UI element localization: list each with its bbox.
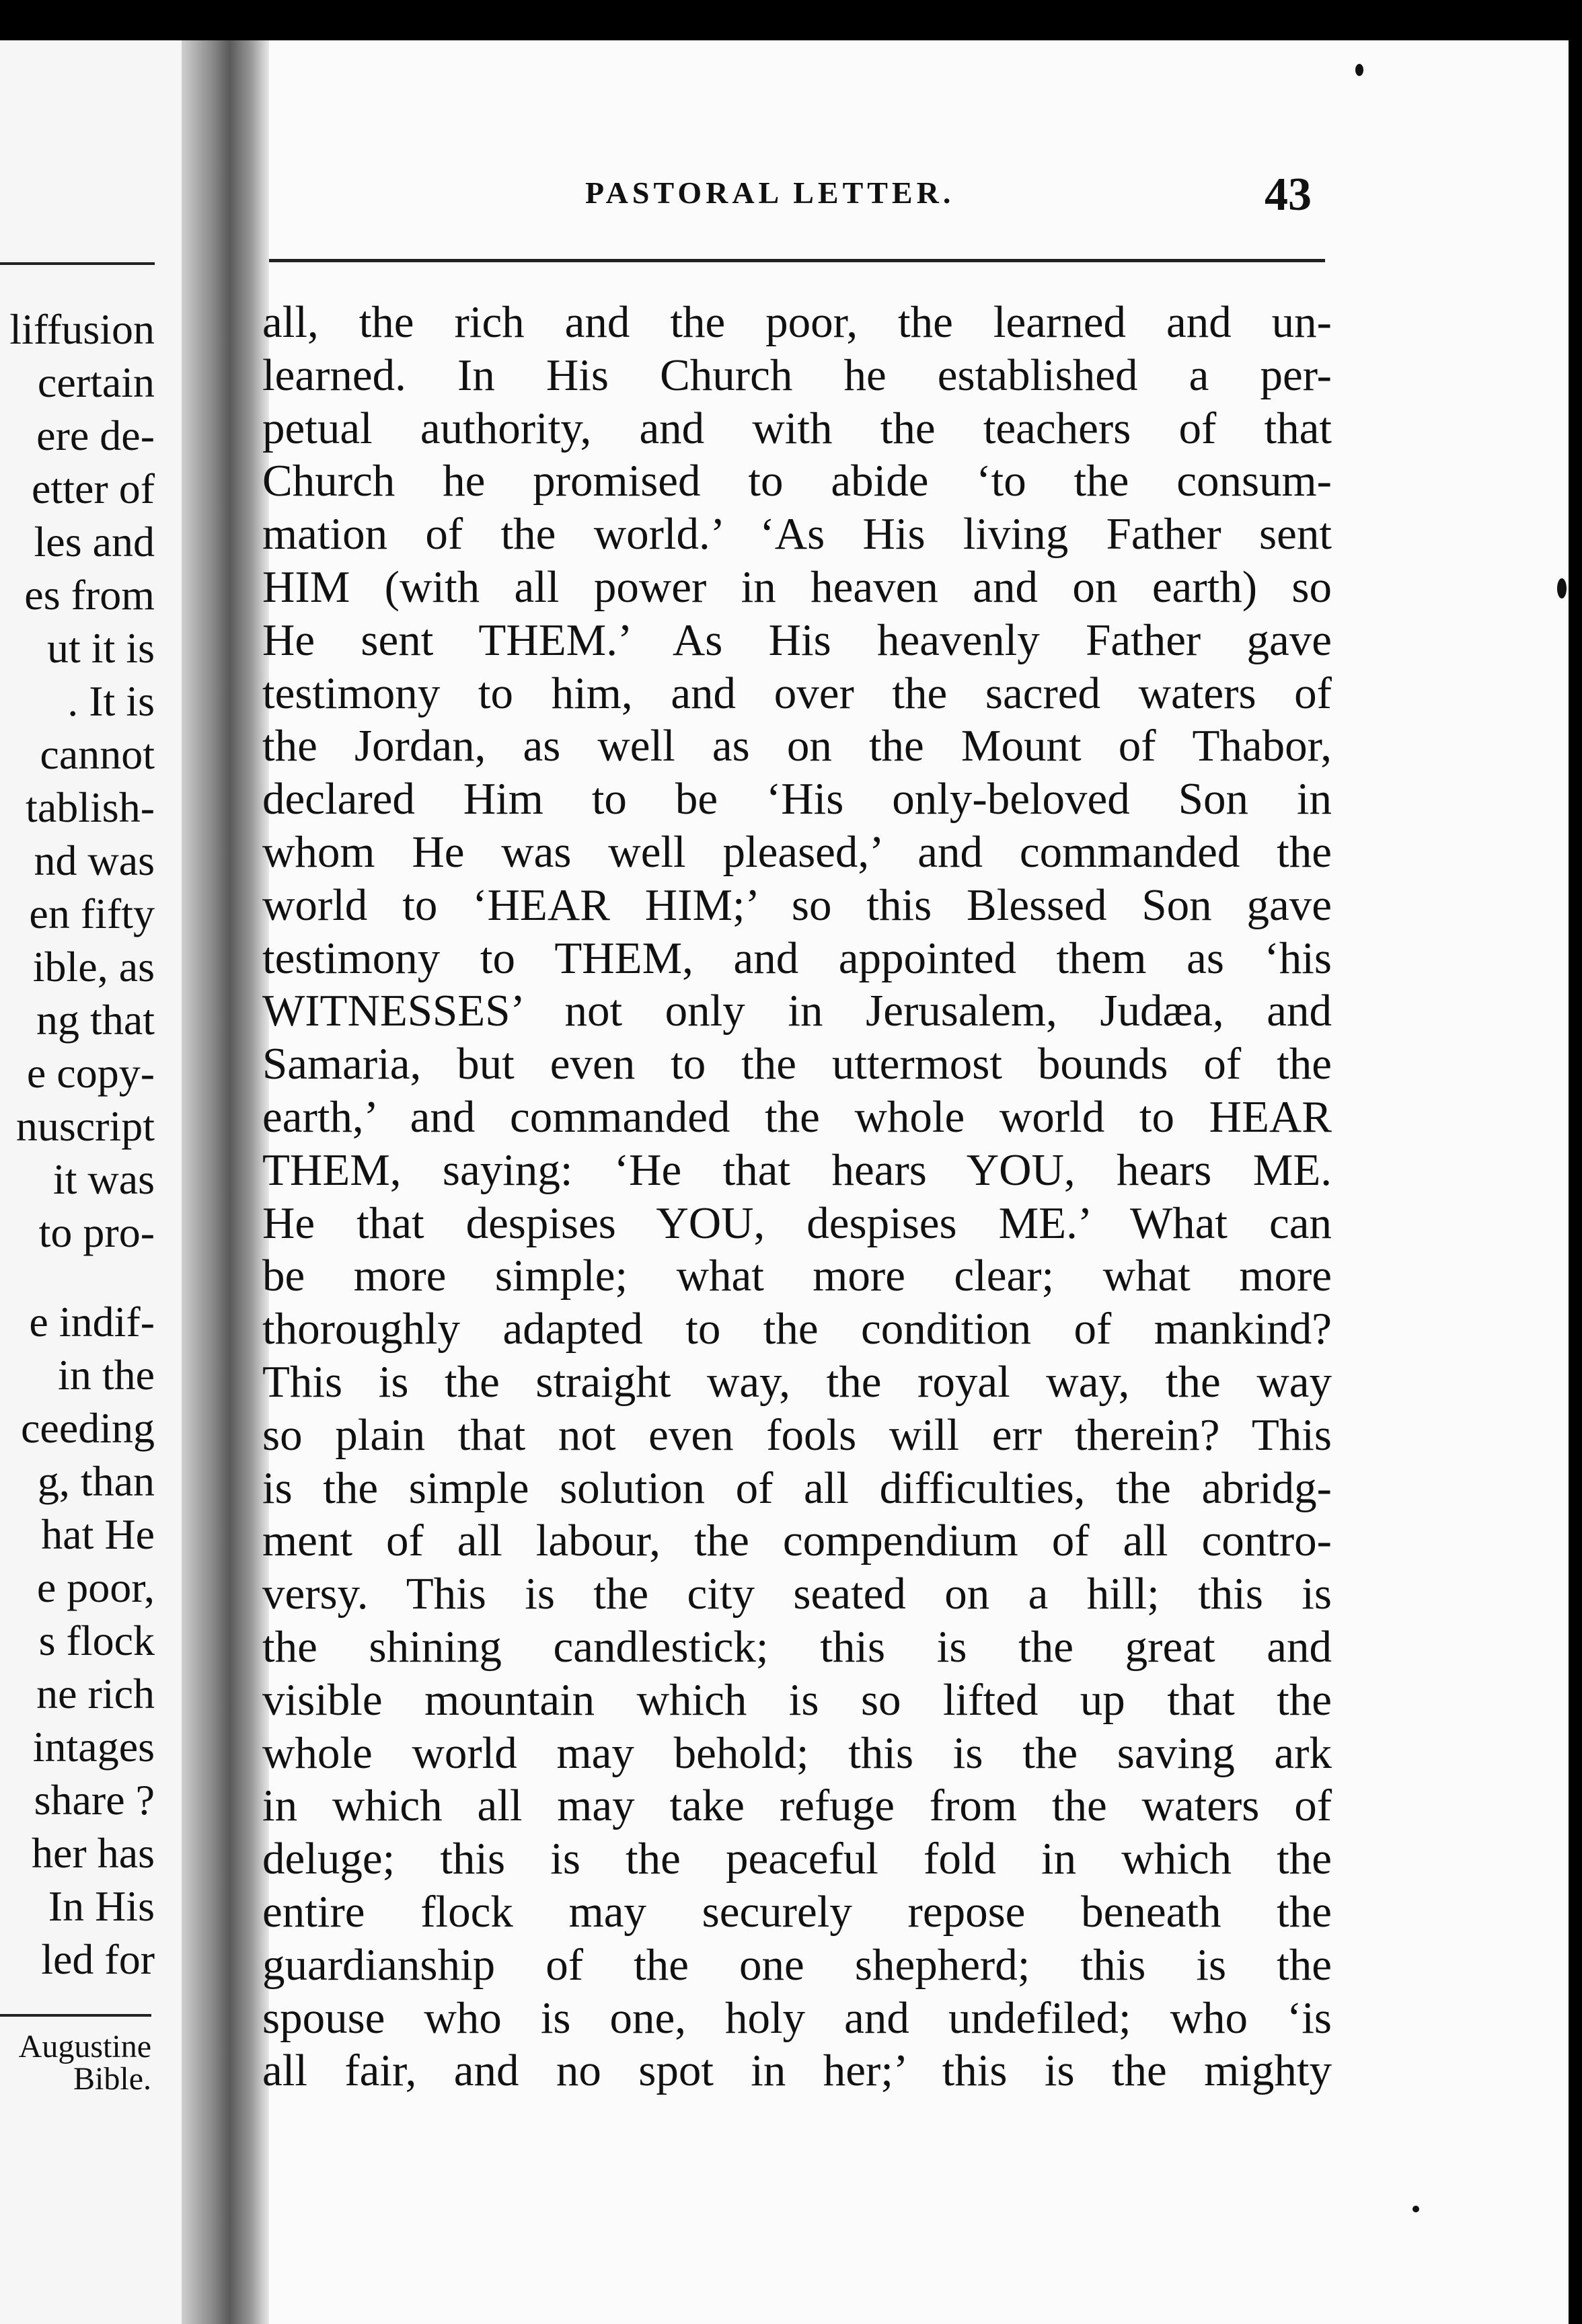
text-line: declared Him to be ‘His only-beloved Son in xyxy=(262,774,1332,824)
previous-page-head-rule xyxy=(0,262,155,265)
prev-line: nd was xyxy=(34,837,155,884)
text-line: all fair, and no spot in her;’ this is the mighty xyxy=(262,2046,1332,2096)
text-line: testimony to THEM, and appointed them as ‘his xyxy=(262,933,1332,983)
prev-line: ible, as xyxy=(32,943,155,991)
text-line: whole world may behold; this is the saving ark xyxy=(262,1728,1332,1778)
scan-border-right xyxy=(1569,0,1582,2324)
running-head xyxy=(269,168,1345,222)
prev-line: intages xyxy=(32,1723,155,1771)
prev-line: ng that xyxy=(36,996,155,1044)
text-line: He sent THEM.’ As His heavenly Father gave xyxy=(262,615,1332,665)
prev-line: In His xyxy=(48,1882,155,1930)
prev-line: share ? xyxy=(34,1776,155,1824)
prev-line: etter of xyxy=(32,465,155,512)
prev-line: g, than xyxy=(37,1457,155,1505)
text-line: earth,’ and commanded the whole world to HEAR xyxy=(262,1091,1332,1142)
text-line: spouse who is one, holy and undefiled; who ‘is xyxy=(262,1992,1332,2043)
prev-line: certain xyxy=(37,358,155,406)
prev-line: liffusion xyxy=(9,305,155,353)
text-line: entire flock may securely repose beneath the xyxy=(262,1886,1332,1937)
prev-line: ut it is xyxy=(46,624,155,672)
text-line: testimony to him, and over the sacred waters of xyxy=(262,668,1332,718)
prev-line: nuscript xyxy=(15,1102,155,1150)
text-line: learned. In His Church he established a per- xyxy=(262,350,1332,400)
prev-line: in the xyxy=(58,1351,155,1399)
head-rule xyxy=(269,259,1325,262)
text-line: world to ‘HEAR HIM;’ so this Blessed Son gave xyxy=(262,880,1332,930)
text-line: the shining candlestick; this is the great and xyxy=(262,1621,1332,1672)
prev-line: en fifty xyxy=(29,890,155,937)
prev-line: her has xyxy=(31,1829,155,1877)
previous-page-fragment xyxy=(0,40,195,2324)
page-number: 43 xyxy=(1265,169,1312,221)
text-line: the Jordan, as well as on the Mount of Thabor, xyxy=(262,721,1332,771)
prev-line: les and xyxy=(34,518,155,566)
text-line: HIM (with all power in heaven and on earth) so xyxy=(262,561,1332,612)
scan-border-top xyxy=(0,0,1582,40)
text-line: Samaria, but even to the uttermost bounds of the xyxy=(262,1039,1332,1089)
prev-line: cannot xyxy=(40,730,155,778)
prev-line: e poor, xyxy=(36,1563,155,1611)
prev-line: e indif- xyxy=(29,1298,155,1346)
prev-line: led for xyxy=(41,1935,155,1983)
body-text xyxy=(262,296,1332,2097)
text-line: Church he promised to abide ‘to the consum- xyxy=(262,456,1332,506)
book-gutter xyxy=(182,40,269,2324)
text-line: deluge; this is the peaceful fold in which the xyxy=(262,1834,1332,1884)
previous-page-footnote-rule xyxy=(0,2014,151,2017)
text-line: visible mountain which is so lifted up that the xyxy=(262,1674,1332,1725)
scan-speck xyxy=(1355,64,1363,76)
text-line: all, the rich and the poor, the learned and un- xyxy=(262,297,1332,347)
text-line: mation of the world.’ ‘As His living Father sent xyxy=(262,509,1332,559)
text-line: whom He was well pleased,’ and commanded the xyxy=(262,826,1332,877)
prev-line: ne rich xyxy=(36,1670,155,1717)
text-line: WITNESSES’ not only in Jerusalem, Judæa, and xyxy=(262,986,1332,1036)
previous-page-footnote xyxy=(0,2031,151,2095)
scan-speck xyxy=(1412,2206,1419,2212)
text-line: petual authority, and with the teachers of that xyxy=(262,403,1332,453)
prev-line: ere de- xyxy=(36,412,155,459)
prev-line: to pro- xyxy=(38,1208,155,1256)
prev-line: e copy- xyxy=(26,1049,155,1097)
prev-line: es from xyxy=(24,571,155,619)
footnote-line: Bible. xyxy=(73,2061,151,2097)
prev-line: s flock xyxy=(38,1617,155,1664)
footnote-line: Augustine xyxy=(18,2029,151,2064)
previous-page-text xyxy=(0,303,155,1986)
text-line: He that despises YOU, despises ME.’ What can xyxy=(262,1198,1332,1248)
text-line: This is the straight way, the royal way, the way xyxy=(262,1356,1332,1407)
prev-line: tablish- xyxy=(26,783,155,831)
running-head-title: PASTORAL LETTER. xyxy=(585,176,955,210)
text-line: so plain that not even fools will err therein? This xyxy=(262,1409,1332,1460)
text-line: is the simple solution of all difficulties, the abridg- xyxy=(262,1463,1332,1513)
text-line: be more simple; what more clear; what more xyxy=(262,1251,1332,1301)
prev-line: hat He xyxy=(41,1510,155,1558)
prev-line: it was xyxy=(52,1155,155,1203)
text-line: ment of all labour, the compendium of all contro- xyxy=(262,1516,1332,1566)
prev-line: . It is xyxy=(67,677,155,725)
text-line: in which all may take refuge from the waters of xyxy=(262,1781,1332,1831)
text-line: versy. This is the city seated on a hill; this is xyxy=(262,1569,1332,1619)
text-line: thoroughly adapted to the condition of mankind? xyxy=(262,1304,1332,1354)
text-line: guardianship of the one shepherd; this is the xyxy=(262,1939,1332,1990)
scan-speck xyxy=(1557,578,1567,598)
text-line: THEM, saying: ‘He that hears YOU, hears ME. xyxy=(262,1145,1332,1195)
prev-line: ceeding xyxy=(21,1404,155,1452)
